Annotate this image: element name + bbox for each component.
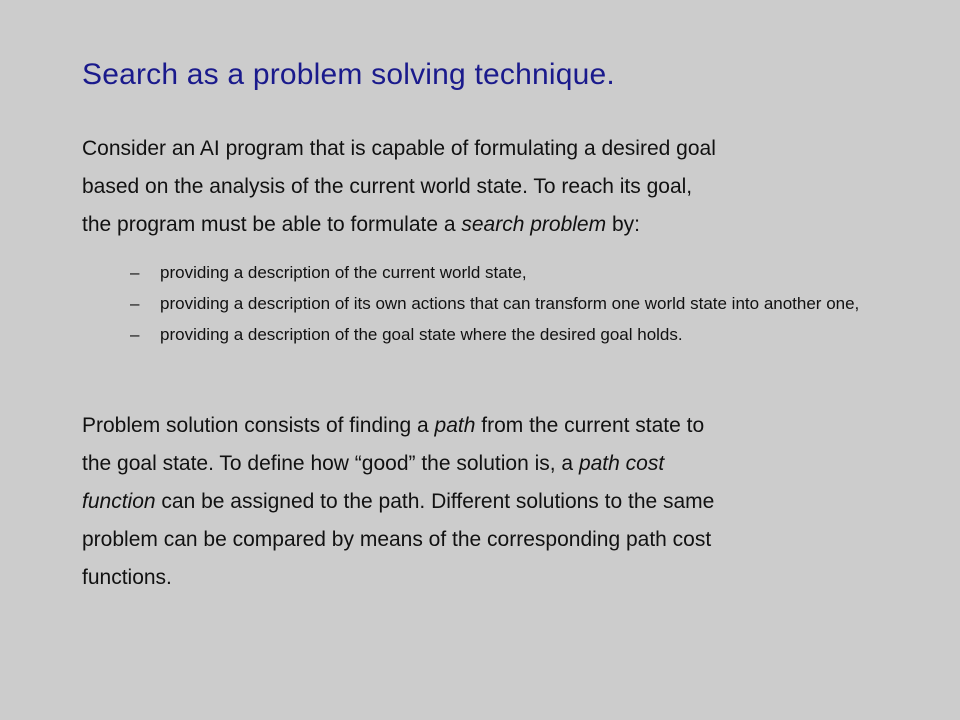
bullet-text: providing a description of the current world state, bbox=[160, 263, 527, 282]
bullet-text: providing a description of the goal state where the desired goal holds. bbox=[160, 325, 683, 344]
intro-text: the program must be able to formulate a bbox=[82, 213, 462, 236]
slide-title: Search as a problem solving technique. bbox=[82, 58, 615, 91]
search-problem-term: search problem bbox=[461, 213, 607, 236]
intro-line: based on the analysis of the current world state. To reach its goal, bbox=[82, 175, 693, 198]
path-term: path bbox=[434, 414, 476, 437]
list-item bbox=[130, 324, 920, 346]
outro-line bbox=[82, 483, 912, 521]
dash-bullet: – bbox=[130, 294, 140, 313]
function-term: function bbox=[82, 490, 156, 513]
outro-text: from the current state to bbox=[475, 414, 705, 437]
outro-text: Problem solution consists of finding a bbox=[82, 414, 435, 437]
outro-text: the goal state. To define how “good” the solution is, a bbox=[82, 452, 579, 475]
intro-paragraph bbox=[82, 130, 912, 244]
bullet-list bbox=[130, 262, 920, 355]
dash-bullet: – bbox=[130, 325, 140, 344]
outro-line bbox=[82, 445, 912, 483]
intro-line bbox=[82, 206, 912, 244]
outro-line bbox=[82, 407, 912, 445]
path-cost-term: path cost bbox=[578, 452, 665, 475]
intro-text: by: bbox=[606, 213, 640, 236]
list-item bbox=[130, 262, 920, 284]
outro-line: problem can be compared by means of the corresponding path cost bbox=[82, 528, 712, 551]
outro-text: can be assigned to the path. Different solutions to the same bbox=[155, 490, 715, 513]
outro-line: functions. bbox=[82, 566, 172, 589]
list-item bbox=[130, 293, 920, 315]
dash-bullet: – bbox=[130, 263, 140, 282]
outro-paragraph bbox=[82, 407, 912, 597]
bullet-text: providing a description of its own actions that can transform one world state into another one, bbox=[160, 294, 860, 313]
intro-line: Consider an AI program that is capable of formulating a desired goal bbox=[82, 137, 716, 160]
